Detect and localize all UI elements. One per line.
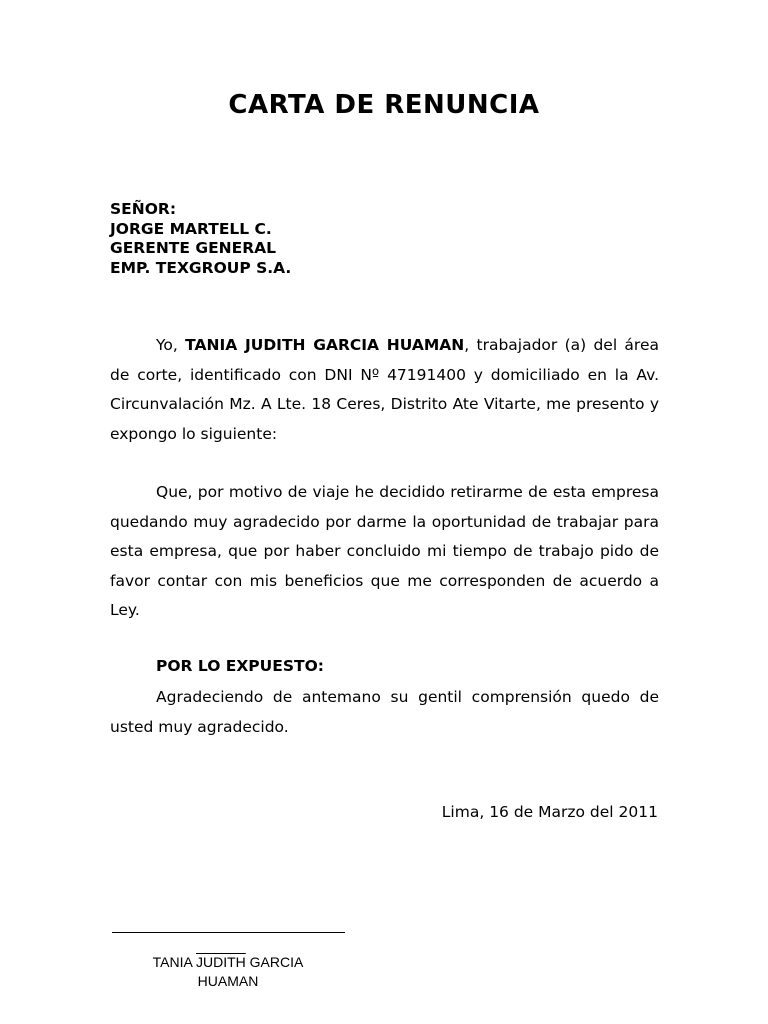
employee-name: TANIA JUDITH GARCIA HUAMAN xyxy=(185,336,465,354)
intro-prefix: Yo, xyxy=(156,336,186,354)
recipient-name: JORGE MARTELL C. xyxy=(110,219,272,238)
recipient-block xyxy=(110,200,291,278)
signature-middle-name: JUDITH xyxy=(195,954,246,970)
closing-heading: POR LO EXPUESTO: xyxy=(156,657,324,675)
signature-line xyxy=(112,932,345,933)
recipient-position: GERENTE GENERAL xyxy=(110,239,277,257)
paragraph-introduction xyxy=(110,331,659,449)
paragraph-reason: Que, por motivo de viaje he decidido retirarme de esta empresa quedando muy agradecido por darme la oportunidad de trabajar para esta empresa, que por haber concluido mi tiempo de trabajo pido de favor contar con mis beneficios que me corresponden de acuerdo a Ley. xyxy=(110,483,659,619)
signature-name xyxy=(135,953,321,991)
signature-first-name: TANIA xyxy=(152,954,193,970)
intro-text: , trabajador (a) del área de corte, identificado con DNI Nº 47191400 y domiciliado en la Av. Circunvalación Mz. A Lte. 18 Ceres, Distrito Ate Vitarte, me presento y expongo lo siguiente: xyxy=(110,336,659,443)
recipient-salutation: SEÑOR: xyxy=(110,200,177,218)
signature-last-name-2: HUAMAN xyxy=(197,973,259,989)
place-date: Lima, 16 de Marzo del 2011 xyxy=(441,803,658,821)
paragraph-closing: Agradeciendo de antemano su gentil comprensión quedo de usted muy agradecido. xyxy=(110,688,659,736)
recipient-company: EMP. TEXGROUP S.A. xyxy=(110,258,292,277)
signature-last-name-1: GARCIA xyxy=(249,954,304,970)
document-title: CARTA DE RENUNCIA xyxy=(228,90,540,120)
